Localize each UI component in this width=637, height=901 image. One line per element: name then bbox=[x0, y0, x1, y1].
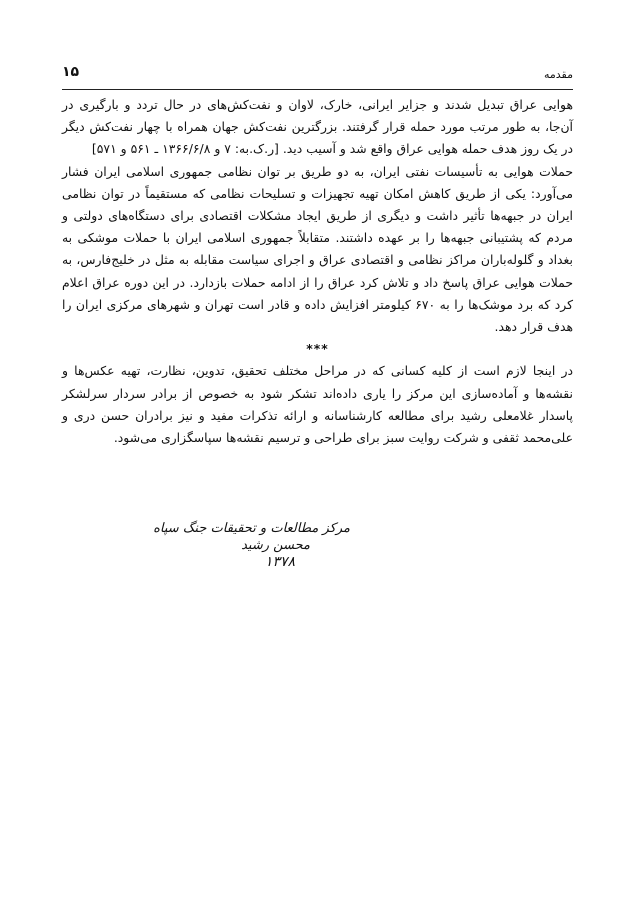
body-text bbox=[62, 94, 573, 449]
header-rule bbox=[62, 89, 573, 90]
page-number: ۱۵ bbox=[62, 64, 80, 80]
page-header bbox=[62, 64, 573, 86]
signature-year: ۱۳۷۸ bbox=[264, 554, 295, 570]
signature-block bbox=[150, 520, 450, 571]
section-separator: *** bbox=[306, 341, 329, 357]
running-title: مقدمه bbox=[543, 68, 573, 81]
paragraph-1: هوایی عراق تبدیل شدند و جزایر ایرانی، خارک، لاوان و نفت‌کش‌های در حال تردد و بارگیری در آن‌جا، به طور مرتب مورد حمله قرار گرفتند. بزرگترین نفت‌کش جهان همراه با چهار نفت‌کش دیگر در یک روز هدف حمله هوایی عراق واقع شد و آسیب دید. [ر.ک.به: ۷ و ۱۳۶۶/۶/۸ ـ ۵۶۱ و ۵۷۱] bbox=[62, 97, 573, 157]
signature-author: محسن رشید bbox=[241, 538, 310, 553]
signature-organization: مرکز مطالعات و تحقیقات جنگ سپاه bbox=[153, 521, 350, 536]
paragraph-2: حملات هوایی به تأسیسات نفتی ایران، به دو طریق بر توان نظامی جمهوری اسلامی ایران فشار می‌آورد: یکی از طریق کاهش امکان تهیه تجهیزات و تسلیحات نظامی که مستقیماً در توان نظامی ایران در جبهه‌ها تأثیر داشت و دیگری از طریق ایجاد مشکلات اقتصادی برای دستگاه‌های دولتی و مردم که پشتیبانی جبهه‌ها را بر عهده داشتند. متقابلاً جمهوری اسلامی ایران با حملات موشکی به بغداد و گلوله‌باران مراکز نظامی و اقتصادی عراق و اجرای سیاست مقابله به مثل در خلیج‌فارس، به حملات هوایی عراق پاسخ داد و تلاش کرد عراق را از ادامه حملات بازدارد. در این دوره عراق اعلام کرد که برد موشک‌ها را به ۶۷۰ کیلومتر افزایش داده و قادر است تهران و شهرهای مرکزی ایران را هدف قرار دهد. bbox=[62, 163, 573, 335]
acknowledgment-paragraph: در اینجا لازم است از کلیه کسانی که در مراحل مختلف تحقیق، تدوین، نظارت، تهیه عکس‌ها و نقشه‌ها و آماده‌سازی این مرکز را یاری داده‌اند تشکر شود به خصوص از برادر سردار سرلشکر پاسدار غلامعلی رشید برای مطالعه کارشناسانه و ارائه تذکرات مفید و نیز برادران حسن دری و علی‌محمد ثقفی و شرکت روایت سبز برای طراحی و ترسیم نقشه‌ها سپاسگزاری می‌شود. bbox=[62, 363, 573, 446]
